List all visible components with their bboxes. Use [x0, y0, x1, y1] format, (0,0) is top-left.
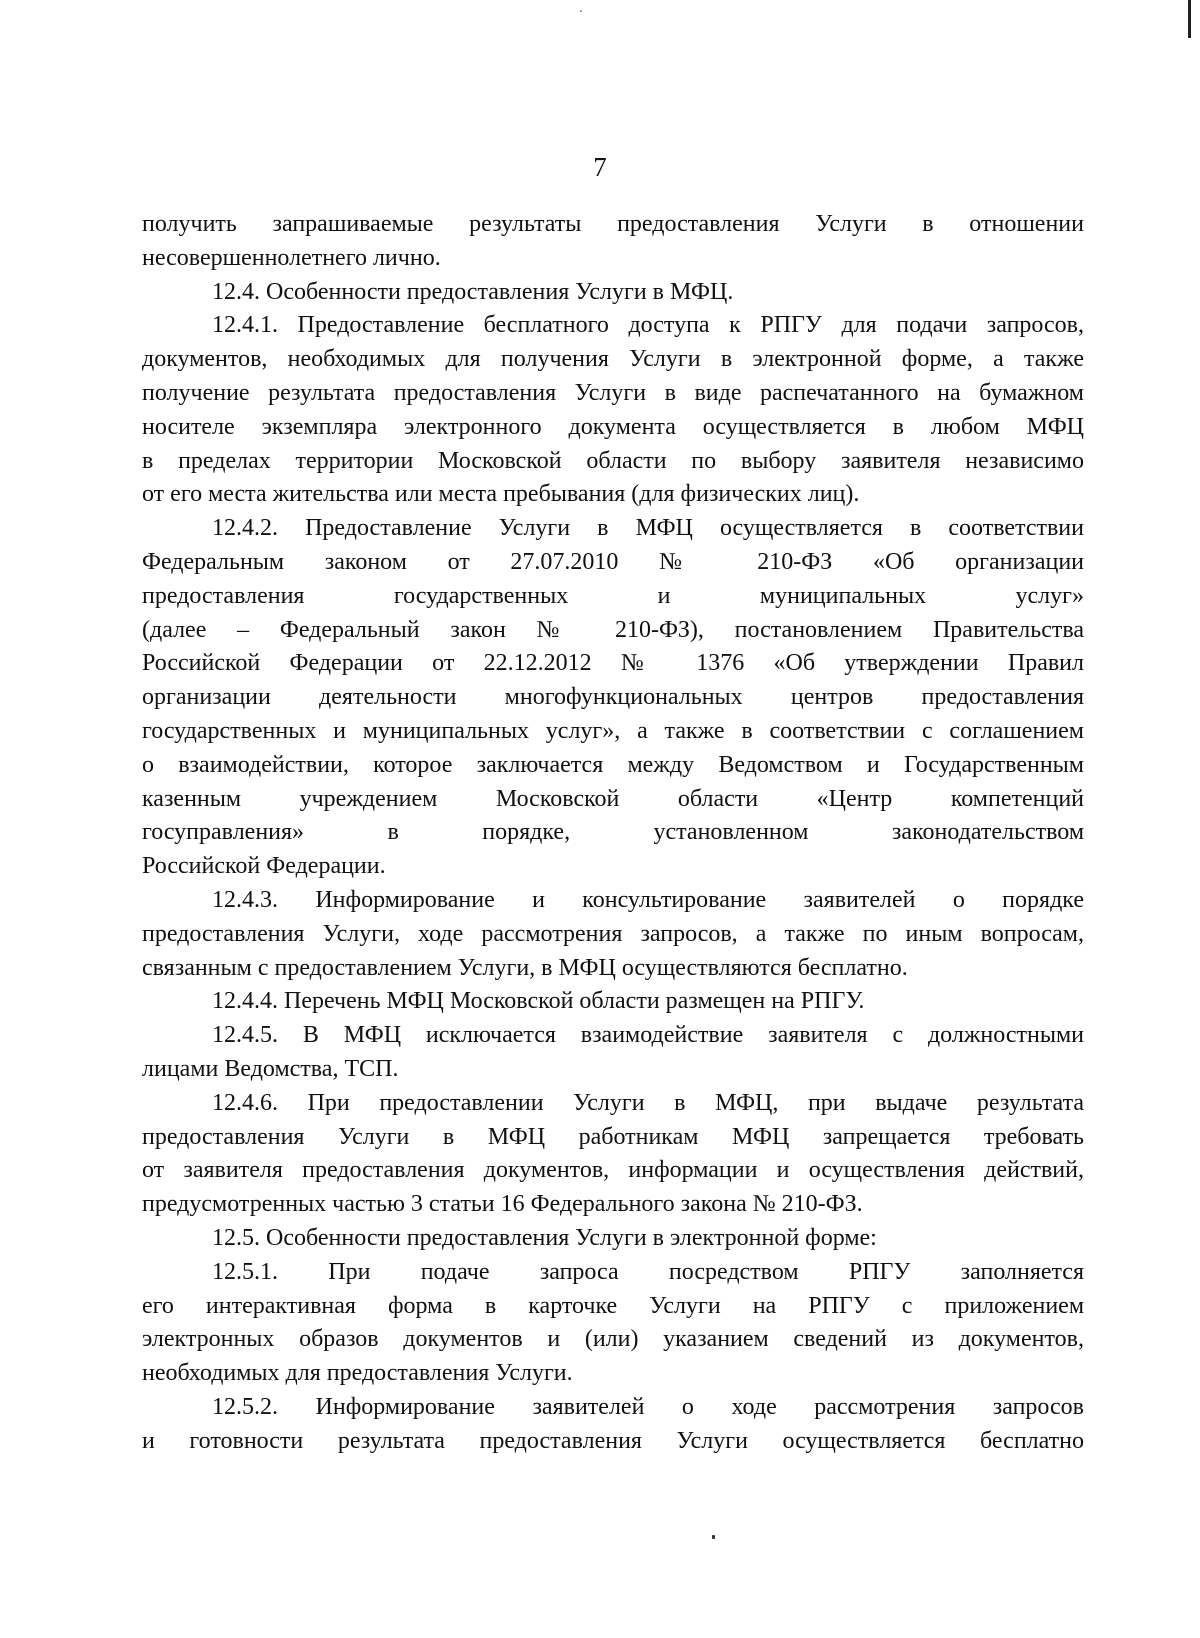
text-line: о взаимодействии, которое заключается между Ведомством и Государственным	[142, 751, 1084, 778]
text-line: государственных и муниципальных услуг», а также в соответствии с соглашением	[142, 717, 1084, 744]
scan-edge-mark	[1188, 0, 1191, 38]
text-line: 12.5.1. При подаче запроса посредством РПГУ заполняется	[212, 1258, 1084, 1285]
text-line: лицами Ведомства, ТСП.	[142, 1055, 399, 1082]
text-line: в пределах территории Московской области по выбору заявителя независимо	[142, 447, 1084, 474]
text-line: Российской Федерации.	[142, 853, 386, 880]
text-line: от его места жительства или места пребывания (для физических лиц).	[142, 481, 860, 508]
text-line: связанным с предоставлением Услуги, в МФЦ осуществляются бесплатно.	[142, 954, 908, 981]
text-line: 12.4.5. В МФЦ исключается взаимодействие заявителя с должностными	[212, 1022, 1084, 1049]
text-line: 12.4. Особенности предоставления Услуги в МФЦ.	[212, 278, 734, 305]
page-number: 7	[593, 152, 607, 182]
text-line: 12.4.6. При предоставлении Услуги в МФЦ, при выдаче результата	[212, 1089, 1084, 1116]
text-line: от заявителя предоставления документов, информации и осуществления действий,	[142, 1157, 1084, 1184]
text-line: 12.4.1. Предоставление бесплатного доступа к РПГУ для подачи запросов,	[212, 312, 1084, 339]
text-line: предоставления Услуги, ходе рассмотрения запросов, а также по иным вопросам,	[142, 920, 1084, 947]
text-line: 12.5. Особенности предоставления Услуги в электронной форме:	[212, 1224, 877, 1251]
text-line: получение результата предоставления Услуги в виде распечатанного на бумажном	[142, 379, 1084, 406]
text-line: необходимых для предоставления Услуги.	[142, 1360, 573, 1387]
text-line: документов, необходимых для получения Услуги в электронной форме, а также	[142, 346, 1084, 373]
text-line: электронных образов документов и (или) указанием сведений из документов,	[142, 1326, 1084, 1353]
text-line: казенным учреждением Московской области «Центр компетенций	[142, 785, 1084, 812]
text-line: (далее – Федеральный закон № 210-ФЗ), постановлением Правительства	[142, 616, 1084, 643]
text-line: его интерактивная форма в карточке Услуги на РПГУ с приложением	[142, 1292, 1084, 1319]
text-line: госуправления» в порядке, установленном законодательством	[142, 819, 1084, 846]
text-line: 12.4.3. Информирование и консультирование заявителей о порядке	[212, 886, 1084, 913]
text-line: организации деятельности многофункциональных центров предоставления	[142, 684, 1084, 711]
text-line: предусмотренных частью 3 статьи 16 Федерального закона № 210-ФЗ.	[142, 1191, 863, 1218]
text-line: Российской Федерации от 22.12.2012 № 1376 «Об утверждении Правил	[142, 650, 1084, 677]
text-line: 12.5.2. Информирование заявителей о ходе рассмотрения запросов	[212, 1393, 1084, 1420]
text-line: и готовности результата предоставления Услуги осуществляется бесплатно	[142, 1427, 1084, 1454]
text-line: предоставления Услуги в МФЦ работникам МФЦ запрещается требовать	[142, 1123, 1084, 1150]
scan-speck	[712, 1535, 715, 1539]
document-body	[142, 208, 1084, 1458]
text-line: несовершеннолетнего лично.	[142, 244, 441, 271]
text-line: предоставления государственных и муниципальных услуг»	[142, 582, 1084, 609]
text-line: 12.4.4. Перечень МФЦ Московской области размещен на РПГУ.	[212, 988, 865, 1015]
text-line: 12.4.2. Предоставление Услуги в МФЦ осуществляется в соответствии	[212, 515, 1084, 542]
text-line: получить запрашиваемые результаты предоставления Услуги в отношении	[142, 211, 1084, 237]
scan-speck	[580, 10, 582, 12]
text-line: носителе экземпляра электронного документа осуществляется в любом МФЦ	[142, 413, 1084, 440]
text-line: Федеральным законом от 27.07.2010 № 210-ФЗ «Об организации	[142, 548, 1084, 575]
